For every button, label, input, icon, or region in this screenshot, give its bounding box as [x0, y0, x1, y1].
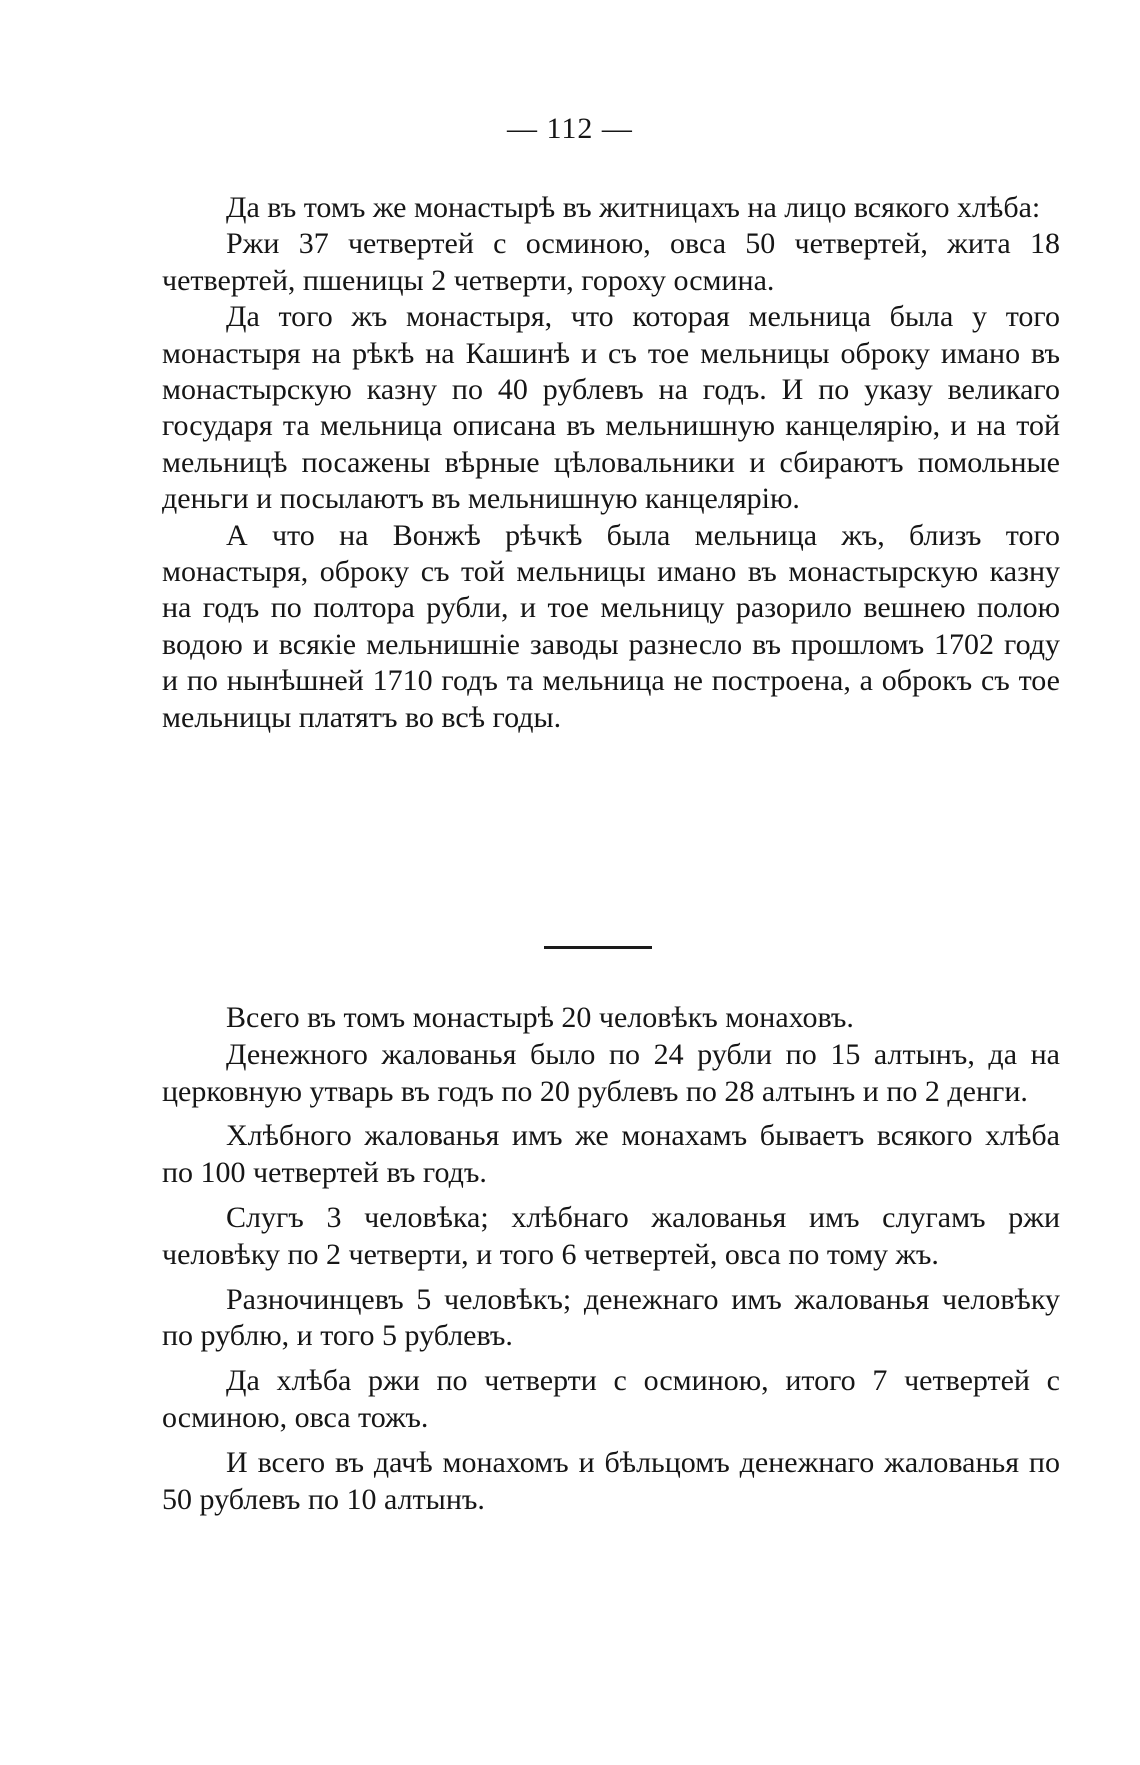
paragraph: Хлѣбного жалованья имъ же монахамъ бываетъ всякого хлѣба по 100 четвертей въ годъ.: [162, 1119, 1060, 1190]
paragraph: Ржи 37 четвертей с осминою, овса 50 четвертей, жита 18 четвертей, пшеницы 2 четверти, гороху осмина.: [162, 227, 1060, 297]
text-section-top: [162, 190, 1060, 736]
paragraph: Всего въ томъ монастырѣ 20 человѣкъ монаховъ.: [226, 1001, 854, 1034]
paragraph: Разночинцевъ 5 человѣкъ; денежнаго имъ жалованья человѣку по рублю, и того 5 рублевъ.: [162, 1282, 1060, 1353]
section-separator: [544, 946, 652, 949]
paragraph: Да хлѣба ржи по четверти с осминою, итого 7 четвертей с осминою, овса тожъ.: [162, 1364, 1060, 1434]
paragraph: Денежного жалованья было по 24 рубли по 15 алтынъ, да на церковную утварь въ годъ по 20 рублевъ по 28 алтынъ и по 2 денги.: [162, 1037, 1060, 1108]
page-number: — 112 —: [507, 112, 633, 145]
paragraph: Да въ томъ же монастырѣ въ житницахъ на лицо всякого хлѣба:: [226, 191, 1041, 224]
paragraph: Да того жъ монастыря, что которая мельница была у того монастыря на рѣкѣ на Кашинѣ и съ тое мельницы оброку имано въ монастырскую казну по 40 рублевъ на годъ. И по указу великаго государя та мельница описана въ мельнишную канцелярію, и на той мельницѣ посажены вѣрные цѣловальники и сбираютъ помольные деньги и посылаютъ въ мельнишную канцелярію.: [162, 300, 1060, 516]
text-section-bottom: [162, 1000, 1060, 1518]
paragraph: И всего въ дачѣ монахомъ и бѣльцомъ денежнаго жалованья по 50 рублевъ по 10 алтынъ.: [162, 1445, 1060, 1516]
paragraph: А что на Вонжѣ рѣчкѣ была мельница жъ, близъ того монастыря, оброку съ той мельницы имано въ монастырскую казну на годъ по полтора рубли, и тое мельницу разорило вешнею полою водою и всякіе мельнишніе заводы разнесло въ прошломъ 1702 году и по нынѣшней 1710 годъ та мельница не построена, а оброкъ съ тое мельницы платятъ во всѣ годы.: [162, 518, 1060, 734]
paragraph: Слугъ 3 человѣка; хлѣбнаго жалованья имъ слугамъ ржи человѣку по 2 четверти, и того 6 четвертей, овса по тому жъ.: [162, 1200, 1060, 1271]
